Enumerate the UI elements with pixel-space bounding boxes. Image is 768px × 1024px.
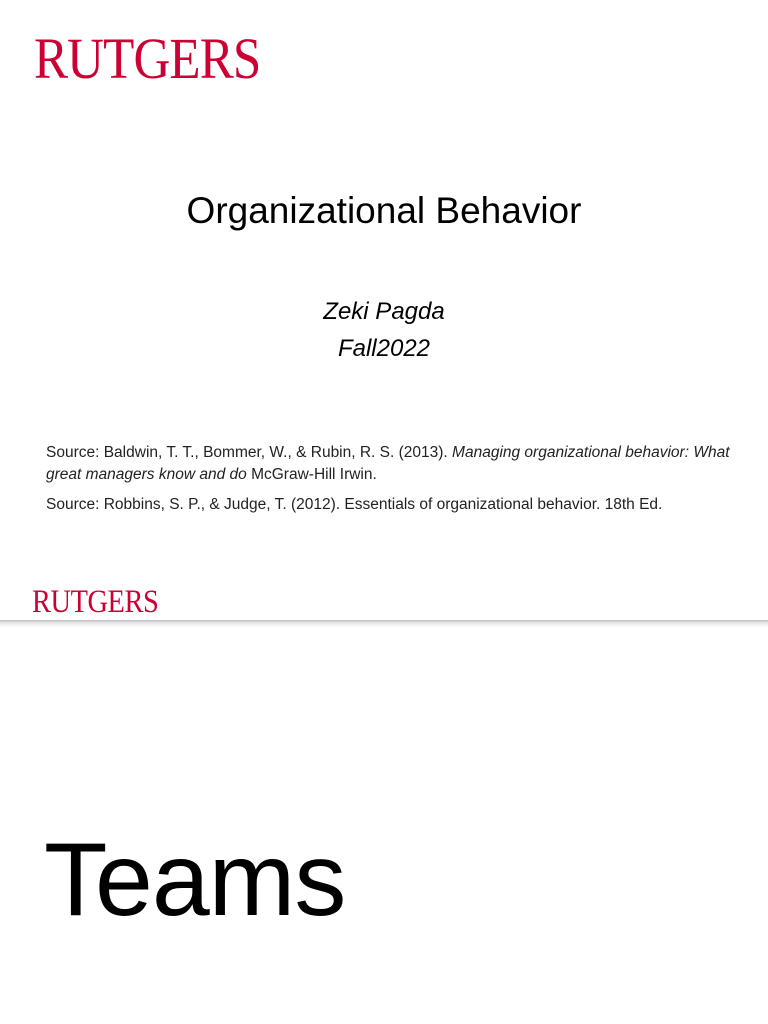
source-1-suffix: McGraw-Hill Irwin. — [246, 466, 377, 483]
author-name: Zeki Pagda — [323, 298, 445, 325]
slide-2 — [0, 628, 768, 1024]
source-2-text: Source: Robbins, S. P., & Judge, T. (2012). Essentials of organizational behavior. 18th Ed. — [46, 496, 663, 513]
course-term: Fall2022 — [337, 335, 431, 362]
slide-heading: Teams — [44, 822, 346, 938]
rutgers-logo-small: RUTGERS — [32, 584, 159, 620]
source-citation-1 — [46, 442, 736, 486]
slide-divider — [0, 620, 768, 628]
source-1-book-title: Managing organizational behavior: What great managers know and do — [46, 444, 730, 483]
source-citation-2 — [46, 494, 736, 516]
slide-title: Organizational Behavior — [186, 190, 582, 231]
rutgers-logo: RUTGERS — [34, 26, 261, 91]
source-1-prefix: Source: Baldwin, T. T., Bommer, W., & Rubin, R. S. (2013). — [46, 444, 453, 461]
